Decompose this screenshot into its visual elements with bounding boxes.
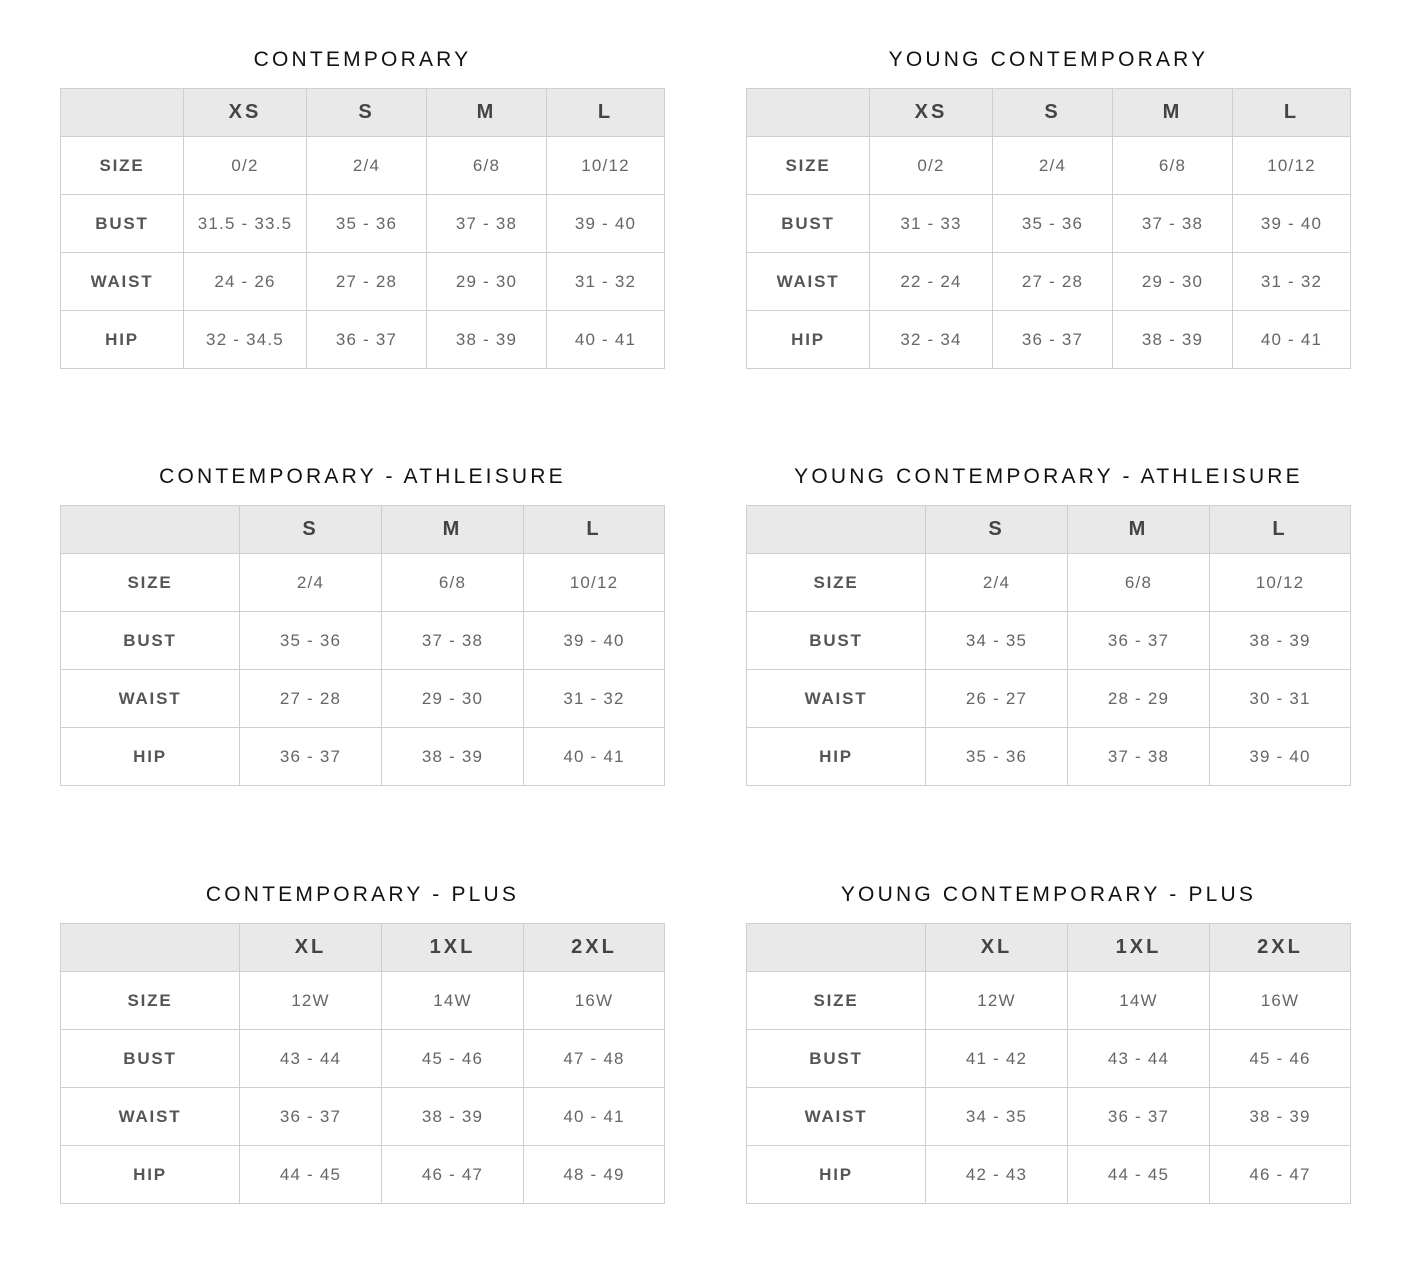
measurement-cell: 26 - 27 bbox=[926, 670, 1068, 728]
table-row bbox=[61, 1030, 665, 1088]
measurement-cell: 30 - 31 bbox=[1210, 670, 1351, 728]
measurement-cell: 37 - 38 bbox=[382, 612, 524, 670]
header-row bbox=[747, 506, 1351, 554]
measurement-cell: 27 - 28 bbox=[993, 253, 1113, 311]
size-column-header: L bbox=[524, 506, 665, 554]
measurement-cell: 38 - 39 bbox=[1113, 311, 1233, 369]
row-label: SIZE bbox=[747, 137, 870, 195]
measurement-cell: 10/12 bbox=[1233, 137, 1351, 195]
measurement-cell: 14W bbox=[382, 972, 524, 1030]
measurement-cell: 43 - 44 bbox=[1068, 1030, 1210, 1088]
measurement-cell: 27 - 28 bbox=[307, 253, 427, 311]
measurement-cell: 45 - 46 bbox=[1210, 1030, 1351, 1088]
measurement-cell: 2/4 bbox=[240, 554, 382, 612]
measurement-cell: 42 - 43 bbox=[926, 1146, 1068, 1204]
header-row bbox=[61, 924, 665, 972]
table-row bbox=[747, 728, 1351, 786]
size-column-header: 2XL bbox=[1210, 924, 1351, 972]
size-chart bbox=[746, 457, 1351, 786]
size-chart bbox=[746, 875, 1351, 1204]
table-row bbox=[61, 670, 665, 728]
header-row bbox=[61, 506, 665, 554]
table-row bbox=[61, 1088, 665, 1146]
row-label: WAIST bbox=[747, 670, 926, 728]
size-column-header: S bbox=[993, 89, 1113, 137]
size-column-header: 1XL bbox=[382, 924, 524, 972]
measurement-cell: 37 - 38 bbox=[1068, 728, 1210, 786]
size-column-header: XS bbox=[870, 89, 993, 137]
table-row bbox=[747, 311, 1351, 369]
table-row bbox=[747, 612, 1351, 670]
measurement-cell: 2/4 bbox=[307, 137, 427, 195]
size-column-header: S bbox=[307, 89, 427, 137]
size-column-header: XS bbox=[184, 89, 307, 137]
measurement-cell: 29 - 30 bbox=[427, 253, 547, 311]
measurement-cell: 2/4 bbox=[993, 137, 1113, 195]
table-row bbox=[747, 1030, 1351, 1088]
measurement-cell: 41 - 42 bbox=[926, 1030, 1068, 1088]
measurement-cell: 34 - 35 bbox=[926, 1088, 1068, 1146]
measurement-cell: 27 - 28 bbox=[240, 670, 382, 728]
table-row bbox=[747, 670, 1351, 728]
row-label: BUST bbox=[747, 612, 926, 670]
row-label: BUST bbox=[747, 195, 870, 253]
measurement-cell: 31 - 33 bbox=[870, 195, 993, 253]
row-label: HIP bbox=[747, 1146, 926, 1204]
table-row bbox=[61, 972, 665, 1030]
size-table bbox=[60, 923, 665, 1204]
measurement-cell: 40 - 41 bbox=[524, 728, 665, 786]
table-row bbox=[61, 554, 665, 612]
table-row bbox=[747, 554, 1351, 612]
corner-cell bbox=[61, 506, 240, 554]
measurement-cell: 24 - 26 bbox=[184, 253, 307, 311]
size-chart bbox=[746, 40, 1351, 369]
row-label: HIP bbox=[61, 311, 184, 369]
measurement-cell: 36 - 37 bbox=[240, 728, 382, 786]
size-column-header: XL bbox=[926, 924, 1068, 972]
measurement-cell: 39 - 40 bbox=[524, 612, 665, 670]
row-label: BUST bbox=[61, 1030, 240, 1088]
table-row bbox=[61, 253, 665, 311]
measurement-cell: 0/2 bbox=[184, 137, 307, 195]
measurement-cell: 46 - 47 bbox=[1210, 1146, 1351, 1204]
chart-title: YOUNG CONTEMPORARY bbox=[888, 48, 1209, 71]
measurement-cell: 32 - 34 bbox=[870, 311, 993, 369]
measurement-cell: 31.5 - 33.5 bbox=[184, 195, 307, 253]
row-label: SIZE bbox=[61, 137, 184, 195]
size-column-header: M bbox=[1113, 89, 1233, 137]
measurement-cell: 40 - 41 bbox=[547, 311, 665, 369]
table-row bbox=[747, 253, 1351, 311]
measurement-cell: 31 - 32 bbox=[547, 253, 665, 311]
row-label: SIZE bbox=[747, 554, 926, 612]
size-chart bbox=[60, 40, 665, 369]
measurement-cell: 39 - 40 bbox=[1233, 195, 1351, 253]
row-label: WAIST bbox=[61, 670, 240, 728]
size-column-header: M bbox=[382, 506, 524, 554]
measurement-cell: 36 - 37 bbox=[1068, 612, 1210, 670]
chart-title: CONTEMPORARY - ATHLEISURE bbox=[159, 465, 566, 488]
measurement-cell: 40 - 41 bbox=[1233, 311, 1351, 369]
measurement-cell: 36 - 37 bbox=[307, 311, 427, 369]
measurement-cell: 31 - 32 bbox=[524, 670, 665, 728]
measurement-cell: 40 - 41 bbox=[524, 1088, 665, 1146]
row-label: WAIST bbox=[61, 1088, 240, 1146]
measurement-cell: 29 - 30 bbox=[382, 670, 524, 728]
corner-cell bbox=[61, 89, 184, 137]
measurement-cell: 45 - 46 bbox=[382, 1030, 524, 1088]
measurement-cell: 10/12 bbox=[524, 554, 665, 612]
measurement-cell: 16W bbox=[524, 972, 665, 1030]
measurement-cell: 6/8 bbox=[382, 554, 524, 612]
table-row bbox=[747, 137, 1351, 195]
table-row bbox=[747, 195, 1351, 253]
table-row bbox=[61, 728, 665, 786]
size-chart bbox=[60, 457, 665, 786]
table-row bbox=[747, 1088, 1351, 1146]
measurement-cell: 34 - 35 bbox=[926, 612, 1068, 670]
header-row bbox=[747, 924, 1351, 972]
measurement-cell: 12W bbox=[926, 972, 1068, 1030]
measurement-cell: 10/12 bbox=[547, 137, 665, 195]
chart-title: YOUNG CONTEMPORARY - ATHLEISURE bbox=[794, 465, 1303, 488]
measurement-cell: 37 - 38 bbox=[1113, 195, 1233, 253]
measurement-cell: 2/4 bbox=[926, 554, 1068, 612]
size-table bbox=[746, 88, 1351, 369]
table-row bbox=[61, 311, 665, 369]
measurement-cell: 35 - 36 bbox=[926, 728, 1068, 786]
corner-cell bbox=[747, 89, 870, 137]
chart-title: CONTEMPORARY bbox=[253, 48, 472, 71]
size-column-header: S bbox=[926, 506, 1068, 554]
measurement-cell: 36 - 37 bbox=[993, 311, 1113, 369]
size-column-header: S bbox=[240, 506, 382, 554]
size-column-header: XL bbox=[240, 924, 382, 972]
measurement-cell: 36 - 37 bbox=[240, 1088, 382, 1146]
measurement-cell: 35 - 36 bbox=[993, 195, 1113, 253]
measurement-cell: 35 - 36 bbox=[307, 195, 427, 253]
measurement-cell: 29 - 30 bbox=[1113, 253, 1233, 311]
corner-cell bbox=[61, 924, 240, 972]
measurement-cell: 6/8 bbox=[1068, 554, 1210, 612]
size-chart bbox=[60, 875, 665, 1204]
measurement-cell: 0/2 bbox=[870, 137, 993, 195]
corner-cell bbox=[747, 506, 926, 554]
measurement-cell: 10/12 bbox=[1210, 554, 1351, 612]
measurement-cell: 22 - 24 bbox=[870, 253, 993, 311]
measurement-cell: 32 - 34.5 bbox=[184, 311, 307, 369]
row-label: WAIST bbox=[747, 1088, 926, 1146]
row-label: WAIST bbox=[61, 253, 184, 311]
corner-cell bbox=[747, 924, 926, 972]
header-row bbox=[61, 89, 665, 137]
measurement-cell: 43 - 44 bbox=[240, 1030, 382, 1088]
header-row bbox=[747, 89, 1351, 137]
size-column-header: L bbox=[547, 89, 665, 137]
size-table bbox=[746, 923, 1351, 1204]
table-row bbox=[61, 137, 665, 195]
measurement-cell: 37 - 38 bbox=[427, 195, 547, 253]
row-label: SIZE bbox=[61, 554, 240, 612]
size-column-header: L bbox=[1210, 506, 1351, 554]
size-table bbox=[60, 505, 665, 786]
measurement-cell: 44 - 45 bbox=[240, 1146, 382, 1204]
row-label: HIP bbox=[61, 1146, 240, 1204]
measurement-cell: 12W bbox=[240, 972, 382, 1030]
size-column-header: L bbox=[1233, 89, 1351, 137]
row-label: HIP bbox=[747, 311, 870, 369]
measurement-cell: 36 - 37 bbox=[1068, 1088, 1210, 1146]
measurement-cell: 31 - 32 bbox=[1233, 253, 1351, 311]
table-row bbox=[747, 972, 1351, 1030]
measurement-cell: 39 - 40 bbox=[547, 195, 665, 253]
measurement-cell: 6/8 bbox=[427, 137, 547, 195]
table-row bbox=[61, 195, 665, 253]
measurement-cell: 48 - 49 bbox=[524, 1146, 665, 1204]
measurement-cell: 46 - 47 bbox=[382, 1146, 524, 1204]
row-label: BUST bbox=[61, 195, 184, 253]
measurement-cell: 38 - 39 bbox=[382, 1088, 524, 1146]
chart-title: YOUNG CONTEMPORARY - PLUS bbox=[840, 883, 1257, 906]
size-table bbox=[746, 505, 1351, 786]
size-column-header: 1XL bbox=[1068, 924, 1210, 972]
row-label: SIZE bbox=[747, 972, 926, 1030]
measurement-cell: 35 - 36 bbox=[240, 612, 382, 670]
measurement-cell: 39 - 40 bbox=[1210, 728, 1351, 786]
size-column-header: 2XL bbox=[524, 924, 665, 972]
measurement-cell: 16W bbox=[1210, 972, 1351, 1030]
row-label: BUST bbox=[61, 612, 240, 670]
row-label: BUST bbox=[747, 1030, 926, 1088]
size-column-header: M bbox=[1068, 506, 1210, 554]
table-row bbox=[61, 1146, 665, 1204]
chart-title: CONTEMPORARY - PLUS bbox=[205, 883, 520, 906]
table-row bbox=[61, 612, 665, 670]
measurement-cell: 38 - 39 bbox=[382, 728, 524, 786]
size-table bbox=[60, 88, 665, 369]
measurement-cell: 38 - 39 bbox=[427, 311, 547, 369]
measurement-cell: 38 - 39 bbox=[1210, 612, 1351, 670]
row-label: WAIST bbox=[747, 253, 870, 311]
table-row bbox=[747, 1146, 1351, 1204]
size-column-header: M bbox=[427, 89, 547, 137]
measurement-cell: 44 - 45 bbox=[1068, 1146, 1210, 1204]
measurement-cell: 28 - 29 bbox=[1068, 670, 1210, 728]
measurement-cell: 38 - 39 bbox=[1210, 1088, 1351, 1146]
measurement-cell: 47 - 48 bbox=[524, 1030, 665, 1088]
row-label: HIP bbox=[747, 728, 926, 786]
row-label: SIZE bbox=[61, 972, 240, 1030]
measurement-cell: 14W bbox=[1068, 972, 1210, 1030]
row-label: HIP bbox=[61, 728, 240, 786]
measurement-cell: 6/8 bbox=[1113, 137, 1233, 195]
